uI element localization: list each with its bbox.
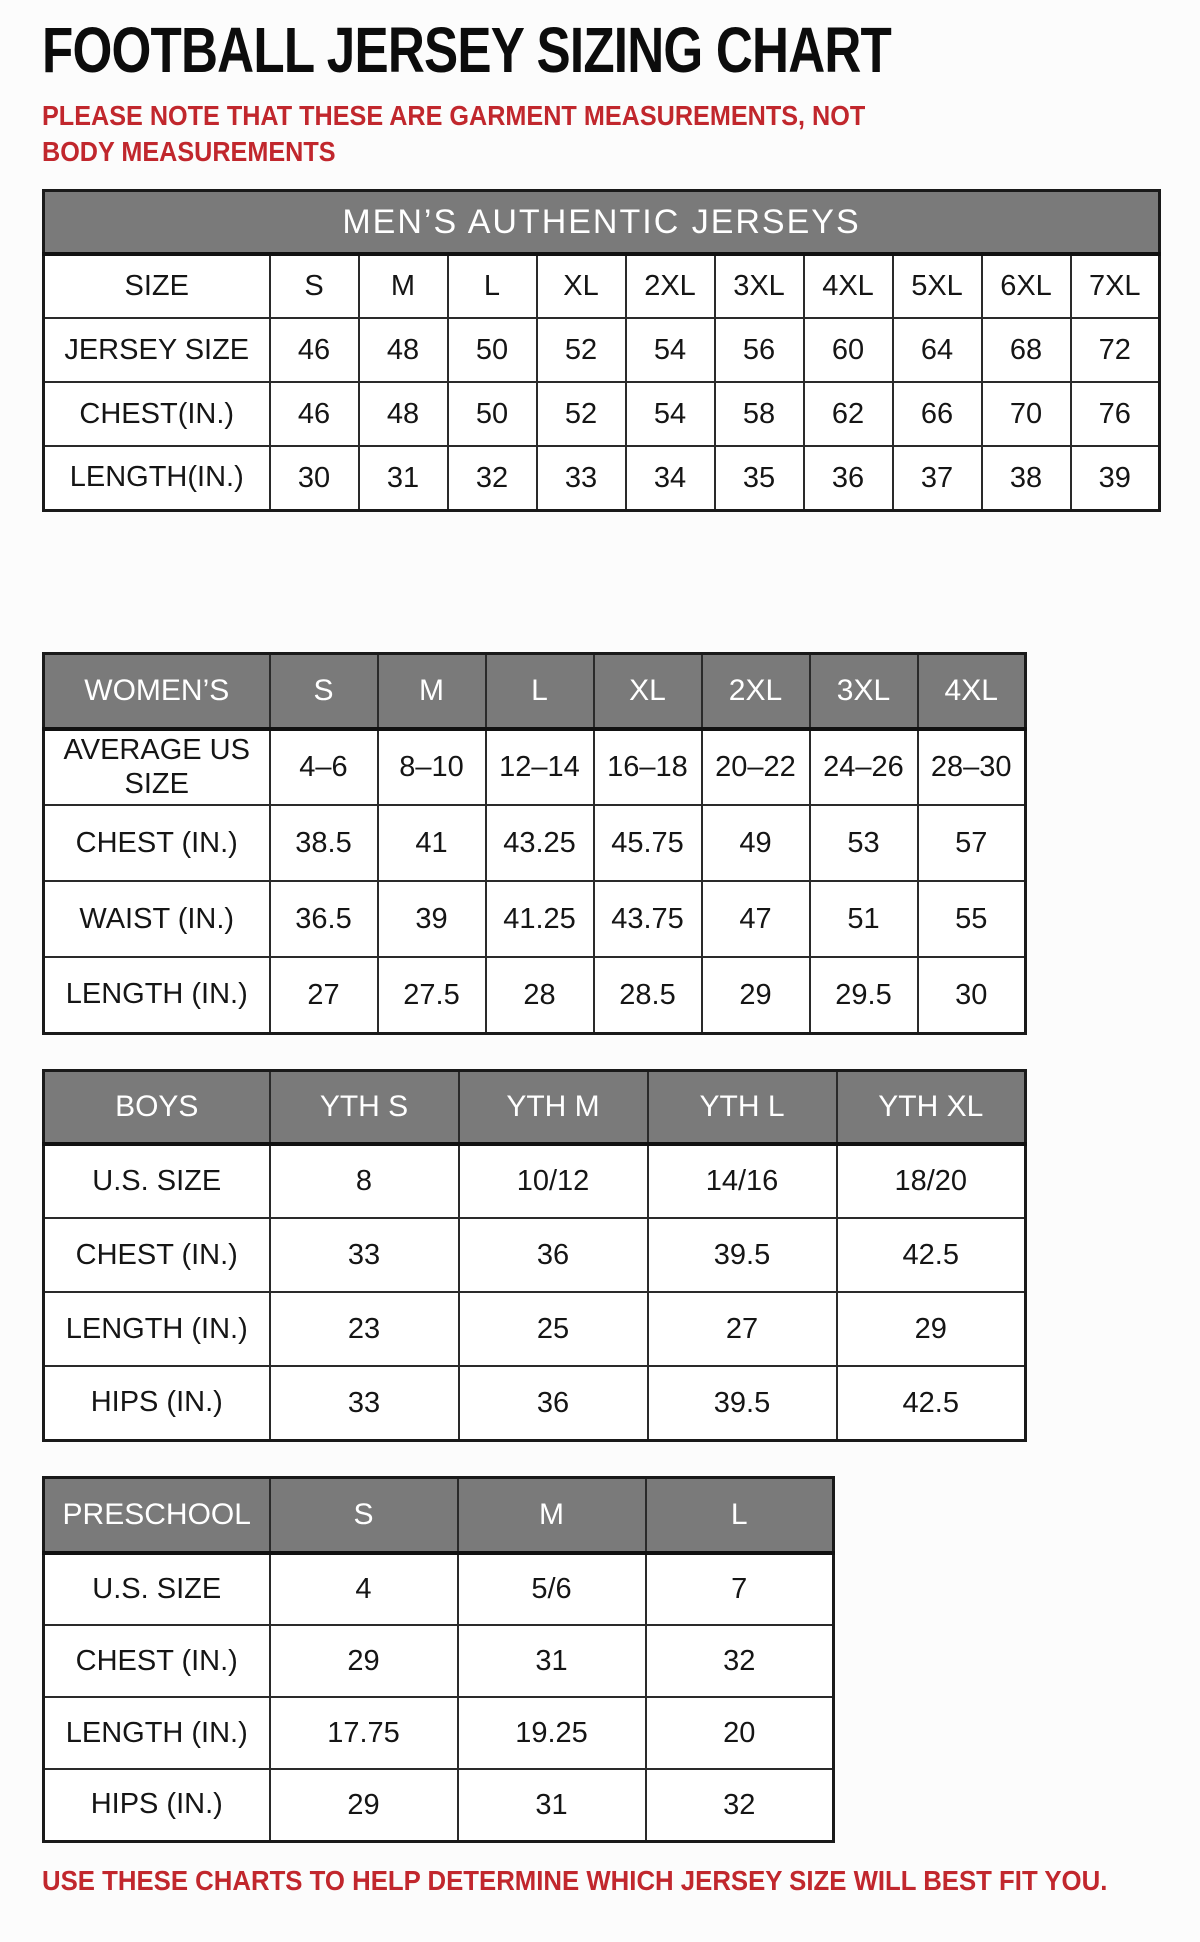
cell-value: 32 <box>646 1625 834 1697</box>
row-label: LENGTH (IN.) <box>44 957 270 1033</box>
cell-value: 60 <box>804 318 893 382</box>
cell-value: 39.5 <box>648 1218 837 1292</box>
cell-value: 58 <box>715 382 804 446</box>
cell-value: 18/20 <box>837 1144 1026 1218</box>
table-row <box>44 254 1160 318</box>
cell-value: 49 <box>702 805 810 881</box>
column-header: YTH XL <box>837 1070 1026 1144</box>
column-header: M <box>458 1477 646 1553</box>
table-row <box>44 729 1026 805</box>
cell-value: 3XL <box>715 254 804 318</box>
cell-value: 43.25 <box>486 805 594 881</box>
cell-value: 19.25 <box>458 1697 646 1769</box>
cell-value: 48 <box>359 382 448 446</box>
table-row <box>44 957 1026 1033</box>
cell-value: 33 <box>270 1218 459 1292</box>
cell-value: 53 <box>810 805 918 881</box>
cell-value: 72 <box>1071 318 1160 382</box>
womens-header-row <box>44 653 1026 729</box>
cell-value: 66 <box>893 382 982 446</box>
cell-value: 29.5 <box>810 957 918 1033</box>
cell-value: 36.5 <box>270 881 378 957</box>
cell-value: 39 <box>1071 446 1160 510</box>
cell-value: 4 <box>270 1553 458 1625</box>
cell-value: 37 <box>893 446 982 510</box>
boys-header-row <box>44 1070 1026 1144</box>
cell-value: M <box>359 254 448 318</box>
cell-value: S <box>270 254 359 318</box>
table-row <box>44 382 1160 446</box>
cell-value: 32 <box>448 446 537 510</box>
row-label: SIZE <box>44 254 270 318</box>
mens-header-row <box>44 190 1160 254</box>
cell-value: 34 <box>626 446 715 510</box>
row-label: HIPS (IN.) <box>44 1366 270 1440</box>
cell-value: 42.5 <box>837 1218 1026 1292</box>
cell-value: 14/16 <box>648 1144 837 1218</box>
cell-value: 4XL <box>804 254 893 318</box>
cell-value: 54 <box>626 318 715 382</box>
preschool-corner-label: PRESCHOOL <box>44 1477 270 1553</box>
row-label: LENGTH (IN.) <box>44 1292 270 1366</box>
cell-value: 36 <box>459 1218 648 1292</box>
cell-value: 30 <box>270 446 359 510</box>
cell-value: 57 <box>918 805 1026 881</box>
row-label: LENGTH(IN.) <box>44 446 270 510</box>
cell-value: 68 <box>982 318 1071 382</box>
cell-value: 28.5 <box>594 957 702 1033</box>
cell-value: 5/6 <box>458 1553 646 1625</box>
cell-value: 50 <box>448 318 537 382</box>
row-label: WAIST (IN.) <box>44 881 270 957</box>
column-header: YTH S <box>270 1070 459 1144</box>
cell-value: 5XL <box>893 254 982 318</box>
tables-container <box>0 189 1200 1843</box>
table-row <box>44 446 1160 510</box>
table-row <box>44 805 1026 881</box>
cell-value: 46 <box>270 382 359 446</box>
cell-value: 8 <box>270 1144 459 1218</box>
cell-value: 41 <box>378 805 486 881</box>
row-label: CHEST (IN.) <box>44 805 270 881</box>
column-header: S <box>270 653 378 729</box>
cell-value: 76 <box>1071 382 1160 446</box>
row-label: LENGTH (IN.) <box>44 1697 270 1769</box>
cell-value: 41.25 <box>486 881 594 957</box>
cell-value: 48 <box>359 318 448 382</box>
cell-value: 4–6 <box>270 729 378 805</box>
mens-table-title: MEN’S AUTHENTIC JERSEYS <box>44 190 1160 254</box>
cell-value: 42.5 <box>837 1366 1026 1440</box>
cell-value: 25 <box>459 1292 648 1366</box>
cell-value: 28 <box>486 957 594 1033</box>
cell-value: 7XL <box>1071 254 1160 318</box>
cell-value: 46 <box>270 318 359 382</box>
cell-value: 29 <box>270 1769 458 1841</box>
table-row <box>44 1697 834 1769</box>
cell-value: 32 <box>646 1769 834 1841</box>
cell-value: 24–26 <box>810 729 918 805</box>
cell-value: 29 <box>702 957 810 1033</box>
row-label: CHEST (IN.) <box>44 1218 270 1292</box>
row-label: CHEST(IN.) <box>44 382 270 446</box>
cell-value: 39 <box>378 881 486 957</box>
boys-sizing-table <box>42 1069 1027 1442</box>
column-header: YTH L <box>648 1070 837 1144</box>
column-header: S <box>270 1477 458 1553</box>
cell-value: 31 <box>458 1625 646 1697</box>
cell-value: 36 <box>804 446 893 510</box>
cell-value: 23 <box>270 1292 459 1366</box>
cell-value: 55 <box>918 881 1026 957</box>
row-label: CHEST (IN.) <box>44 1625 270 1697</box>
garment-measurements-note: PLEASE NOTE THAT THESE ARE GARMENT MEASUREMENTS, NOT BODY MEASUREMENTS <box>42 100 866 168</box>
cell-value: 17.75 <box>270 1697 458 1769</box>
cell-value: 16–18 <box>594 729 702 805</box>
preschool-header-row <box>44 1477 834 1553</box>
table-row <box>44 1218 1026 1292</box>
cell-value: 8–10 <box>378 729 486 805</box>
cell-value: 52 <box>537 382 626 446</box>
cell-value: 10/12 <box>459 1144 648 1218</box>
table-row <box>44 1144 1026 1218</box>
column-header: 2XL <box>702 653 810 729</box>
cell-value: 33 <box>270 1366 459 1440</box>
cell-value: 38.5 <box>270 805 378 881</box>
cell-value: 54 <box>626 382 715 446</box>
cell-value: 29 <box>837 1292 1026 1366</box>
cell-value: 6XL <box>982 254 1071 318</box>
table-row <box>44 318 1160 382</box>
cell-value: 28–30 <box>918 729 1026 805</box>
row-label: AVERAGE US SIZE <box>44 729 270 805</box>
cell-value: 70 <box>982 382 1071 446</box>
row-label: HIPS (IN.) <box>44 1769 270 1841</box>
cell-value: 27 <box>270 957 378 1033</box>
cell-value: 7 <box>646 1553 834 1625</box>
cell-value: 56 <box>715 318 804 382</box>
cell-value: XL <box>537 254 626 318</box>
cell-value: 35 <box>715 446 804 510</box>
row-label: U.S. SIZE <box>44 1144 270 1218</box>
column-header: 4XL <box>918 653 1026 729</box>
table-row <box>44 1292 1026 1366</box>
cell-value: 27.5 <box>378 957 486 1033</box>
page-title: FOOTBALL JERSEY SIZING CHART <box>42 14 892 86</box>
mens-sizing-table <box>42 189 1161 512</box>
preschool-sizing-table <box>42 1476 835 1843</box>
cell-value: 31 <box>458 1769 646 1841</box>
cell-value: 20–22 <box>702 729 810 805</box>
table-row <box>44 1769 834 1841</box>
column-header: M <box>378 653 486 729</box>
cell-value: 39.5 <box>648 1366 837 1440</box>
boys-corner-label: BOYS <box>44 1070 270 1144</box>
cell-value: L <box>448 254 537 318</box>
cell-value: 29 <box>270 1625 458 1697</box>
cell-value: 31 <box>359 446 448 510</box>
column-header: XL <box>594 653 702 729</box>
column-header: 3XL <box>810 653 918 729</box>
cell-value: 45.75 <box>594 805 702 881</box>
cell-value: 33 <box>537 446 626 510</box>
cell-value: 27 <box>648 1292 837 1366</box>
table-row <box>44 1625 834 1697</box>
column-header: YTH M <box>459 1070 648 1144</box>
table-row <box>44 1366 1026 1440</box>
row-label: JERSEY SIZE <box>44 318 270 382</box>
table-row <box>44 881 1026 957</box>
cell-value: 47 <box>702 881 810 957</box>
cell-value: 43.75 <box>594 881 702 957</box>
cell-value: 2XL <box>626 254 715 318</box>
footer-note: USE THESE CHARTS TO HELP DETERMINE WHICH JERSEY SIZE WILL BEST FIT YOU. <box>42 1864 1108 1896</box>
cell-value: 62 <box>804 382 893 446</box>
row-label: U.S. SIZE <box>44 1553 270 1625</box>
cell-value: 52 <box>537 318 626 382</box>
womens-sizing-table <box>42 652 1027 1035</box>
column-header: L <box>646 1477 834 1553</box>
table-row <box>44 1553 834 1625</box>
cell-value: 36 <box>459 1366 648 1440</box>
cell-value: 51 <box>810 881 918 957</box>
womens-corner-label: WOMEN’S <box>44 653 270 729</box>
cell-value: 20 <box>646 1697 834 1769</box>
cell-value: 12–14 <box>486 729 594 805</box>
cell-value: 30 <box>918 957 1026 1033</box>
cell-value: 38 <box>982 446 1071 510</box>
cell-value: 64 <box>893 318 982 382</box>
column-header: L <box>486 653 594 729</box>
cell-value: 50 <box>448 382 537 446</box>
